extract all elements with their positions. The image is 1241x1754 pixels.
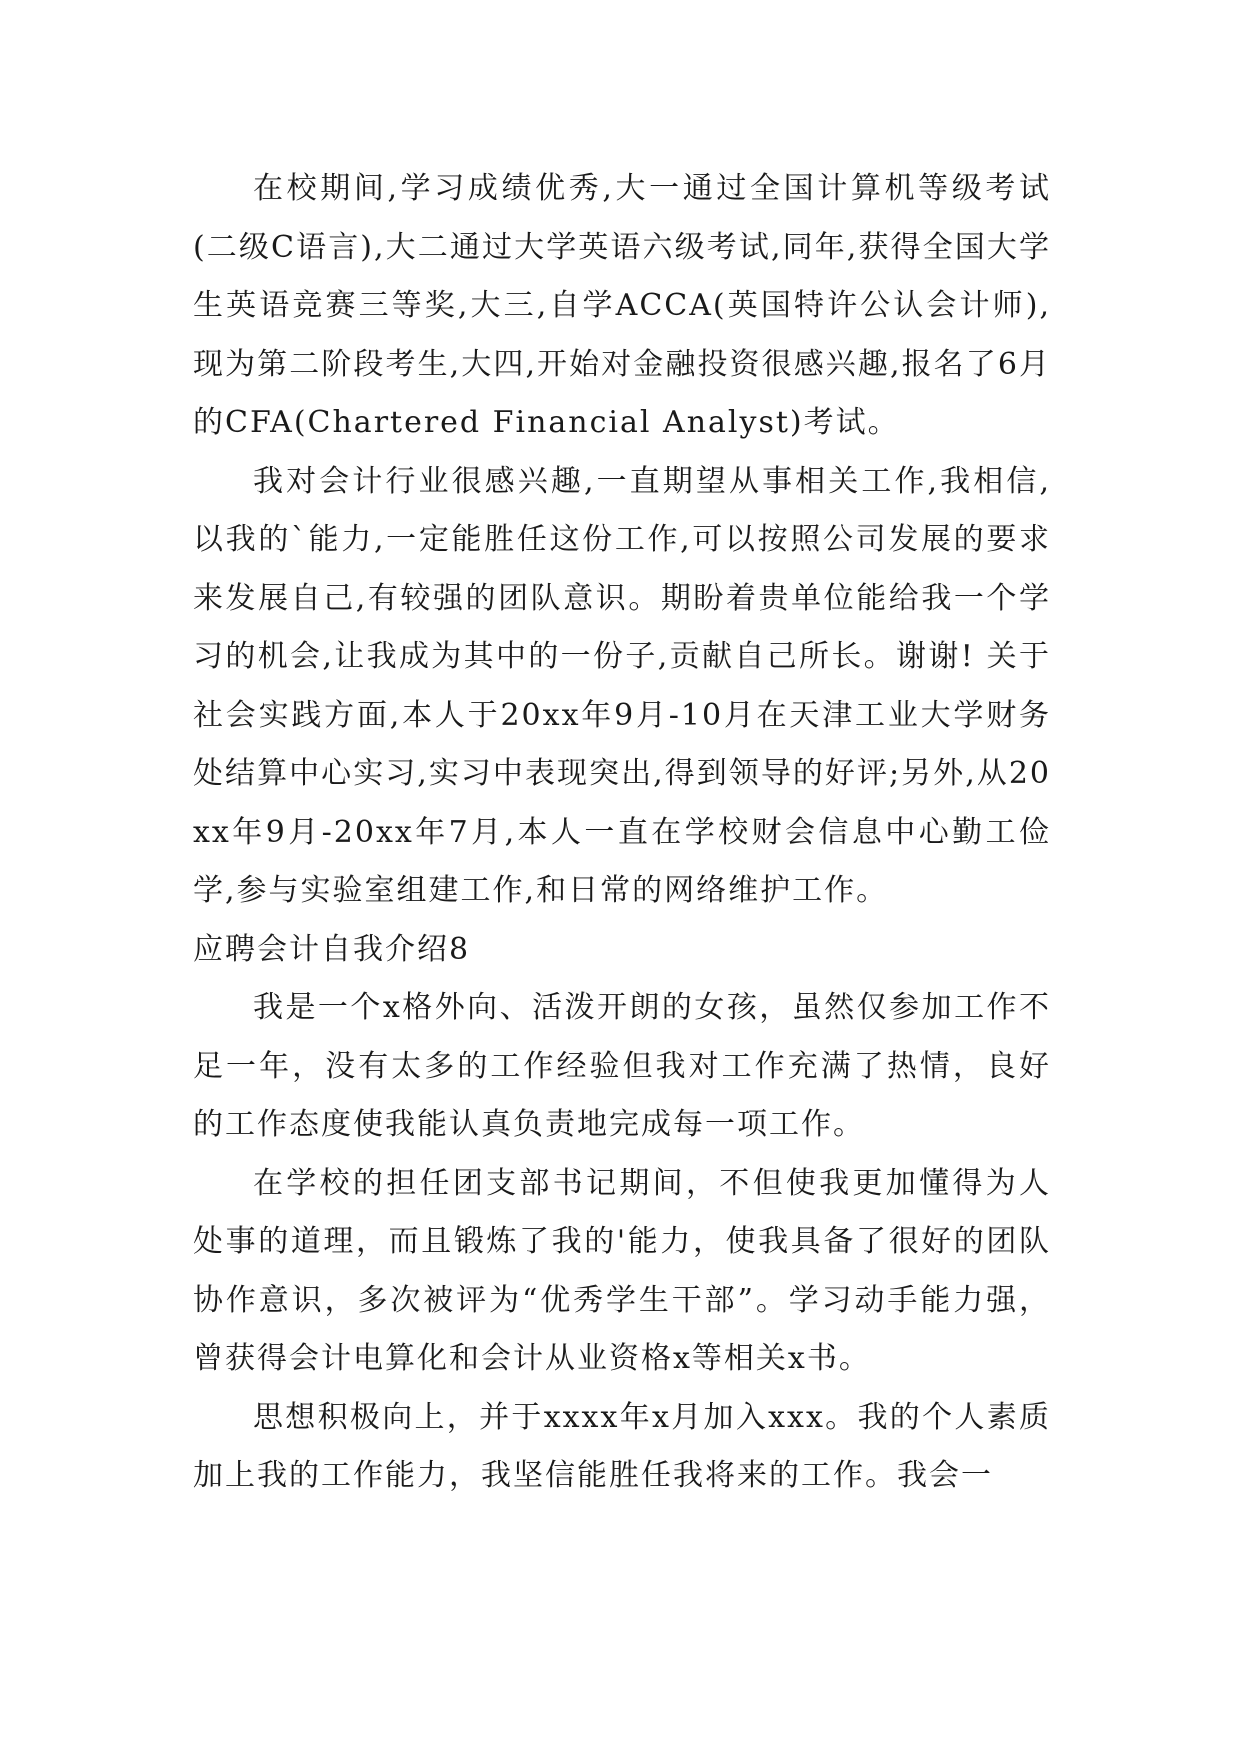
- paragraph-career-interest-and-practice: 我对会计行业很感兴趣,一直期望从事相关工作,我相信,以我的`能力,一定能胜任这份工作,可以按照公司发展的要求来发展自己,有较强的团队意识。期盼着贵单位能给我一个学习的机会,让我成为其中的一份子,贡献自己所长。谢谢! 关于社会实践方面,本人于20xx年9月-10月在天津工业大学财务处结算中心实习,实习中表现突出,得到领导的好评;另外,从20xx年9月-20xx年7月,本人一直在学校财会信息中心勤工俭学,参与实验室组建工作,和日常的网络维护工作。: [193, 463, 1051, 908]
- paragraph-study-achievements: 在校期间,学习成绩优秀,大一通过全国计算机等级考试(二级C语言),大二通过大学英语六级考试,同年,获得全国大学生英语竞赛三等奖,大三,自学ACCA(英国特许公认会计师),现为第二阶段考生,大四,开始对金融投资很感兴趣,报名了6月的CFA(Chartered Financial Analyst)考试。: [193, 171, 1051, 440]
- paragraph-attitude: 思想积极向上，并于xxxx年x月加入xxx。我的个人素质加上我的工作能力，我坚信能胜任我将来的工作。我会一: [193, 1399, 1051, 1493]
- section-heading: 应聘会计自我介绍8: [193, 931, 471, 967]
- document-body: [193, 160, 1051, 1506]
- paragraph-personality: 我是一个x格外向、活泼开朗的女孩，虽然仅参加工作不足一年，没有太多的工作经验但我对工作充满了热情，良好的工作态度使我能认真负责地完成每一项工作。: [193, 990, 1051, 1142]
- paragraph-school-leadership: 在学校的担任团支部书记期间，不但使我更加懂得为人处事的道理，而且锻炼了我的'能力，使我具备了很好的团队协作意识，多次被评为“优秀学生干部”。学习动手能力强，曾获得会计电算化和会计从业资格x等相关x书。: [193, 1165, 1051, 1376]
